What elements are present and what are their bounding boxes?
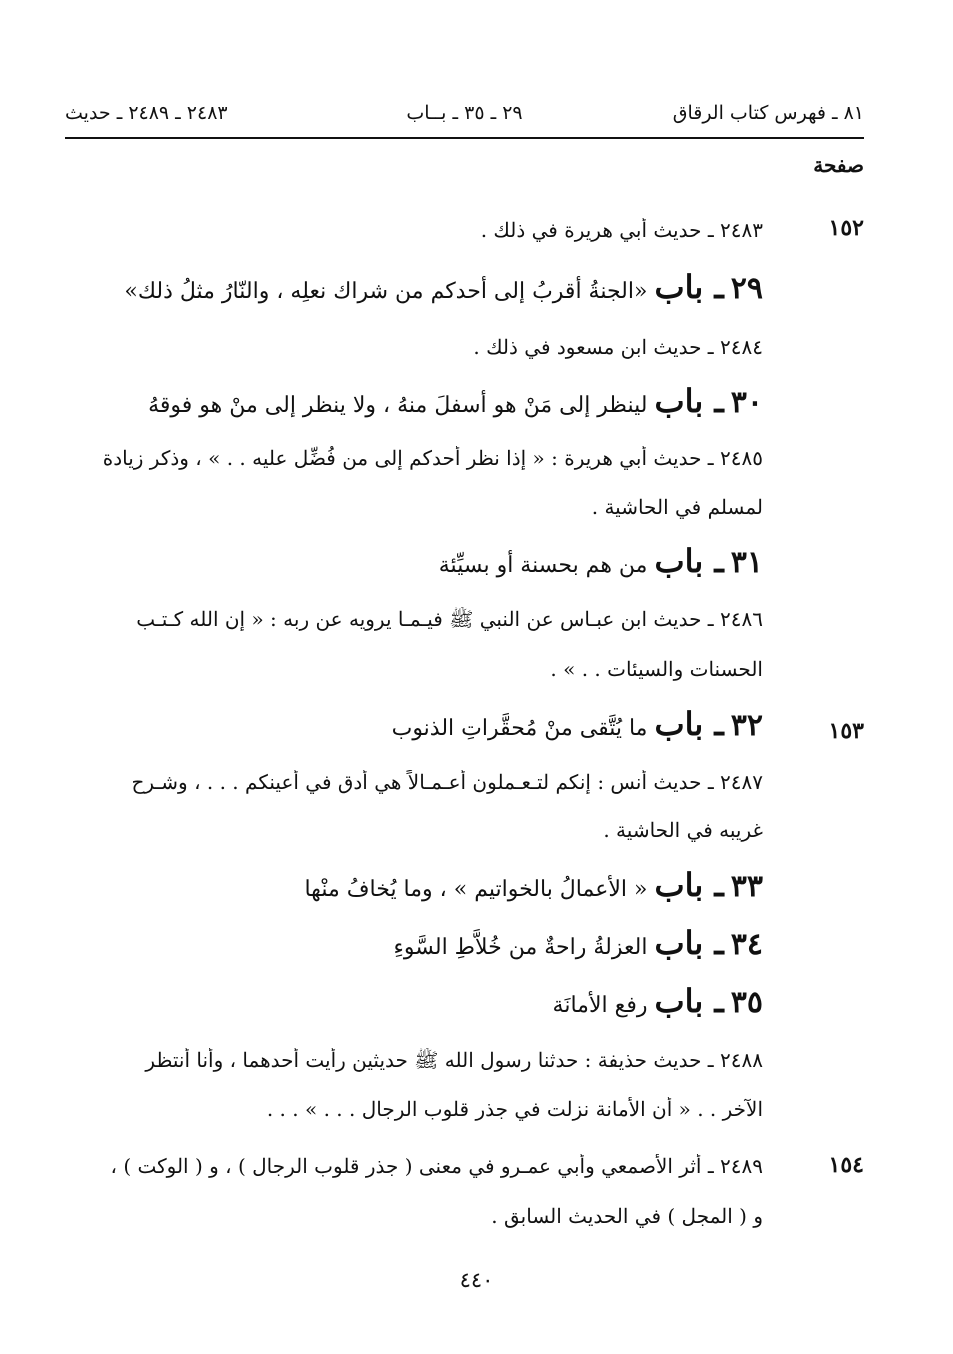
hadith-entry: ٢٤٨٣ ـ حديث أبي هريرة في ذلك . (480, 218, 763, 242)
hadith-entry-continuation: لمسلم في الحاشية . (591, 495, 763, 519)
chapter-number: ٣١ (730, 545, 763, 580)
chapter-number: ٣٠ (730, 385, 763, 420)
hadith-entry: ٢٤٨٦ ـ حديث ابن عبـاس عن النبي ﷺ فيـمـا يرويه عن ربه : « إن الله كـتـب (136, 607, 763, 631)
chapter-heading (60, 924, 763, 962)
chapter-title: رفع الأمانَة (552, 993, 648, 1018)
header-hadith-range: ٢٤٨٣ ـ ٢٤٨٩ ـ حديث (65, 102, 228, 124)
hadith-entry: ٢٤٨٨ ـ حديث حذيفة : حدثنا رسول الله ﷺ حديثين رأيت أحدهما ، وأنا أنتظر (145, 1048, 763, 1072)
page-column-label: صفحة (813, 153, 864, 177)
chapter-label: ـ باب (654, 268, 724, 306)
page-ref: ١٥٢ (828, 215, 864, 241)
header-rule (65, 137, 864, 139)
chapter-heading (60, 982, 763, 1020)
hadith-entry-continuation: الحسنات والسيئات . . » . (550, 657, 763, 681)
chapter-heading (60, 866, 763, 904)
chapter-label: ـ باب (654, 924, 724, 962)
hadith-entry: ٢٤٨٧ ـ حديث أنس : إنكم لتـعـملون أعـمـالاً هي أدق في أعينكم . . . ، وشـرح (131, 770, 763, 794)
chapter-label: ـ باب (654, 705, 724, 743)
chapter-heading (60, 268, 763, 306)
page-ref: ١٥٤ (828, 1152, 864, 1178)
chapter-label: ـ باب (654, 866, 724, 904)
chapter-label: ـ باب (654, 542, 724, 580)
header-chapter-title: ٨١ ـ فهرس كتاب الرقاق (672, 102, 864, 124)
hadith-entry: ٢٤٨٥ ـ حديث أبي هريرة : « إذا نظر أحدكم إلى من فُضِّل عليه . . » ، وذكر زيادة (102, 446, 763, 470)
hadith-entry-continuation: و ( المجل ) في الحديث السابق . (491, 1204, 763, 1228)
chapter-number: ٢٩ (730, 271, 763, 306)
chapter-number: ٣٣ (730, 869, 763, 904)
hadith-entry-continuation: غريبه في الحاشية . (603, 818, 763, 842)
hadith-entry: ٢٤٨٤ ـ حديث ابن مسعود في ذلك . (473, 335, 763, 359)
chapter-title: من هم بحسنة أو بسيِّئة (438, 553, 648, 578)
chapter-heading (60, 382, 763, 420)
chapter-title: «الجنةُ أقربُ إلى أحدكم من شراك نعلِه ، والنّارُ مثلُ ذلك» (124, 279, 648, 304)
chapter-heading (60, 542, 763, 580)
chapter-title: ما يُتَّقى منْ مُحقَّراتِ الذنوب (391, 716, 648, 741)
chapter-title: العزلةُ راحةٌ من خُلاَّطِ السَّوءِ (393, 935, 648, 960)
chapter-title: لينظر إلى مَنْ هو أسفلَ منهُ ، ولا ينظر إلى منْ هو فوقهُ (148, 393, 648, 418)
hadith-entry: ٢٤٨٩ ـ أثر الأصمعي وأبي عمـرو في معنى ( جذر قلوب الرجال ) ، و ( الوكت ) ، (110, 1154, 763, 1178)
chapter-heading (60, 705, 763, 743)
chapter-title: « الأعمالُ بالخواتيم » ، وما يُخافُ منْها (304, 877, 648, 902)
chapter-number: ٣٥ (730, 985, 763, 1020)
chapter-label: ـ باب (654, 982, 724, 1020)
chapter-number: ٣٤ (730, 927, 763, 962)
hadith-entry-continuation: الآخر . . « أن الأمانة نزلت في جذر قلوب الرجال . . . » . . . (266, 1097, 763, 1121)
chapter-label: ـ باب (654, 382, 724, 420)
page-ref: ١٥٣ (828, 718, 864, 744)
running-header (65, 102, 864, 134)
header-section-range: ٢٩ ـ ٣٥ ـ بــاب (406, 102, 523, 124)
page-number: ٤٤٠ (459, 1268, 494, 1292)
chapter-number: ٣٢ (730, 708, 763, 743)
